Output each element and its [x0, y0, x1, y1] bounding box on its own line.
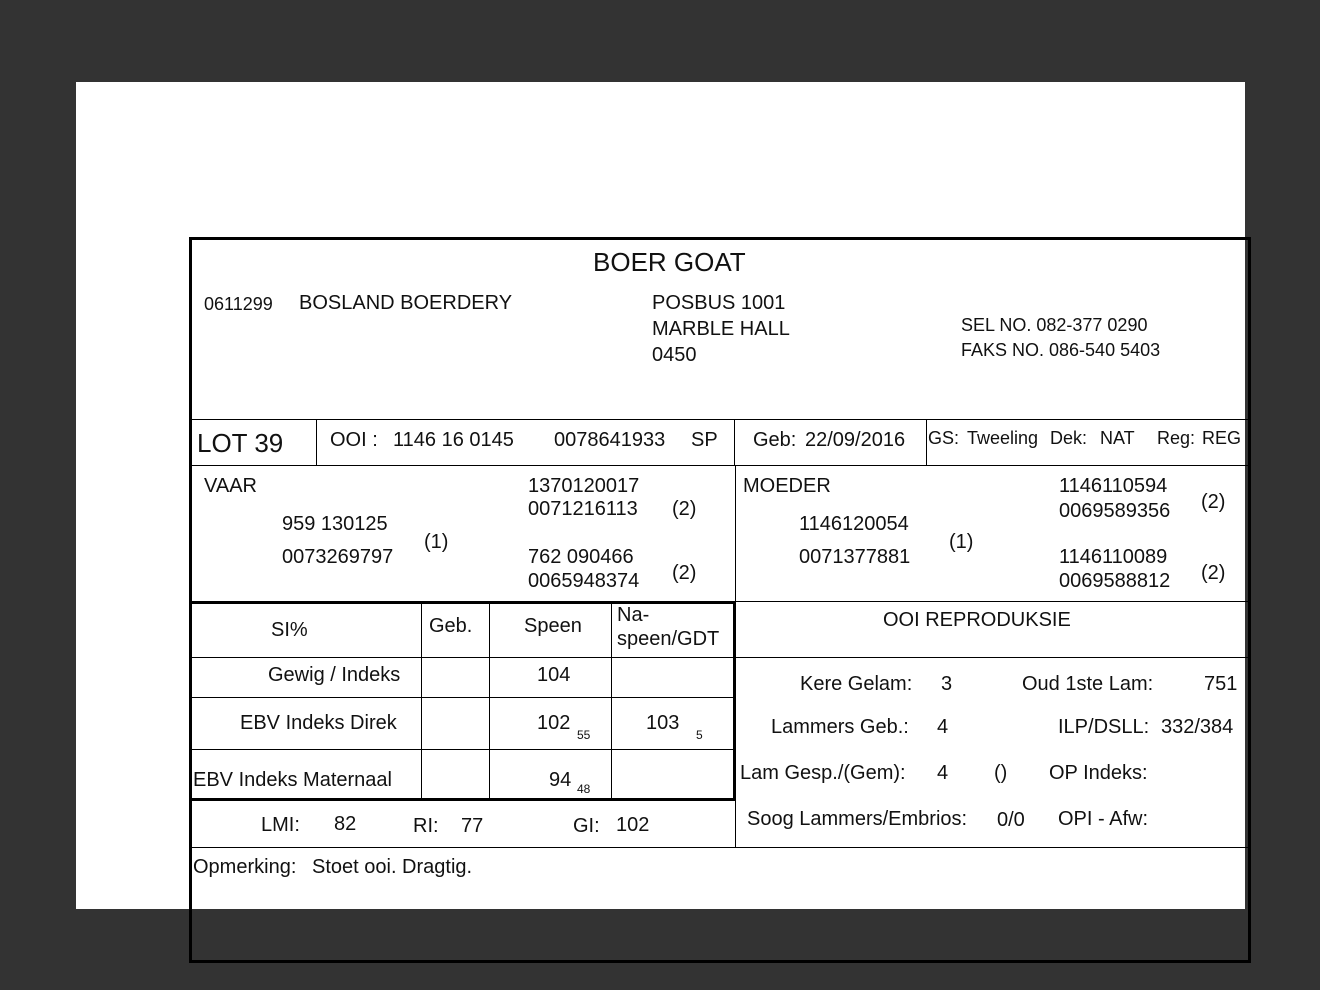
ooi-number: 1146 16 0145: [393, 429, 514, 451]
frame-top: [189, 237, 1251, 240]
sire-id2: 0073269797: [282, 546, 394, 568]
dek-value: NAT: [1100, 428, 1135, 448]
gi-label: GI:: [573, 815, 600, 837]
breed-code: SP: [691, 429, 718, 451]
reg-value: REG: [1202, 428, 1242, 448]
owner-address-3: 0450: [652, 344, 697, 366]
header-speen: Speen: [524, 615, 582, 637]
owner-code: 0611299: [204, 294, 273, 314]
divider: [611, 604, 612, 800]
remarks-text: Stoet ooi. Dragtig.: [312, 856, 473, 878]
sire-granddam-id1: 762 090466: [528, 546, 634, 568]
lot-number: LOT 39: [197, 428, 284, 458]
divider: [189, 465, 1251, 466]
owner-address-2: MARBLE HALL: [652, 318, 790, 340]
row-speen-sub: 55: [577, 728, 591, 742]
divider: [189, 847, 1251, 848]
dek-label: Dek:: [1050, 428, 1088, 448]
row-label: EBV Indeks Maternaal: [193, 769, 392, 791]
row-label: EBV Indeks Direk: [240, 712, 397, 734]
kere-gelam-label: Kere Gelam:: [800, 673, 913, 695]
sire-grandsire-gen: (2): [672, 498, 697, 520]
animal-id: 0078641933: [554, 429, 666, 451]
lam-gesp-value: 4: [937, 762, 949, 784]
dam-id1: 1146120054: [799, 513, 909, 535]
birth-label: Geb:: [753, 429, 797, 451]
lammers-geb-label: Lammers Geb.:: [771, 716, 909, 738]
divider: [189, 697, 735, 698]
lmi-value: 82: [334, 813, 357, 835]
kere-gelam-value: 3: [941, 673, 953, 695]
sire-grandsire-id1: 1370120017: [528, 475, 640, 497]
reproduction-title: OOI REPRODUKSIE: [883, 609, 1071, 631]
sire-label: VAAR: [204, 475, 257, 497]
row-naspeen-sub: 5: [696, 728, 703, 742]
row-speen-sub: 48: [577, 782, 591, 796]
ilp-label: ILP/DSLL:: [1058, 716, 1150, 738]
header-naspeen: Na- speen/GDT: [617, 604, 720, 650]
owner-address-1: POSBUS 1001: [652, 292, 786, 314]
header-geb: Geb.: [429, 615, 473, 637]
gs-value: Tweeling: [967, 428, 1039, 448]
ri-value: 77: [461, 815, 484, 837]
dam-grandsire-gen: (2): [1201, 491, 1226, 513]
sire-gen: (1): [424, 531, 449, 553]
lmi-label: LMI:: [261, 814, 300, 836]
dam-label: MOEDER: [743, 475, 831, 497]
oud-1ste-lam-value: 751: [1204, 673, 1238, 695]
dam-granddam-id1: 1146110089: [1059, 546, 1168, 568]
animal-card: [189, 237, 1251, 963]
soog-label: Soog Lammers/Embrios:: [747, 808, 968, 830]
divider: [926, 420, 927, 465]
sire-id1: 959 130125: [282, 513, 388, 535]
lammers-geb-value: 4: [937, 716, 949, 738]
divider: [189, 749, 735, 750]
divider: [733, 601, 736, 801]
divider: [316, 420, 317, 465]
doc-title: BOER GOAT: [593, 247, 746, 277]
dam-grandsire-id1: 1146110594: [1059, 475, 1168, 497]
ilp-value: 332/384: [1161, 716, 1234, 738]
divider: [735, 601, 1251, 602]
lam-gesp-label: Lam Gesp./(Gem):: [740, 762, 906, 784]
dam-gen: (1): [949, 531, 974, 553]
row-speen: 102: [537, 712, 571, 734]
frame-left: [189, 237, 192, 963]
row-label: Gewig / Indeks: [268, 664, 401, 686]
dam-granddam-id2: 0069588812: [1059, 570, 1171, 592]
sire-granddam-gen: (2): [672, 562, 697, 584]
header-si: SI%: [271, 619, 308, 641]
lam-gesp-gem: (): [994, 762, 1008, 784]
divider: [421, 604, 422, 800]
reg-label: Reg:: [1157, 428, 1196, 448]
row-speen: 94: [549, 769, 572, 791]
divider: [189, 419, 1251, 420]
dam-granddam-gen: (2): [1201, 562, 1226, 584]
owner-phone: SEL NO. 082-377 0290: [961, 315, 1148, 335]
document-page: [76, 82, 1245, 909]
frame-right: [1248, 237, 1251, 963]
divider: [189, 657, 1251, 658]
frame-bottom: [189, 960, 1251, 963]
sire-granddam-id2: 0065948374: [528, 570, 640, 592]
opi-label: OPI - Afw:: [1058, 808, 1149, 830]
owner-fax: FAKS NO. 086-540 5403: [961, 340, 1161, 360]
op-indeks-label: OP Indeks:: [1049, 762, 1148, 784]
soog-value: 0/0: [997, 809, 1025, 831]
dam-id2: 0071377881: [799, 546, 911, 568]
remarks-label: Opmerking:: [193, 856, 297, 878]
oud-1ste-lam-label: Oud 1ste Lam:: [1022, 673, 1154, 695]
divider: [734, 420, 735, 465]
gs-label: GS:: [928, 428, 960, 448]
divider: [189, 798, 735, 801]
dam-grandsire-id2: 0069589356: [1059, 500, 1171, 522]
owner-name: BOSLAND BOERDERY: [299, 292, 513, 314]
gi-value: 102: [616, 814, 650, 836]
ooi-label: OOI :: [330, 429, 378, 451]
birth-date: 22/09/2016: [805, 429, 906, 451]
row-naspeen: 103: [646, 712, 680, 734]
row-speen: 104: [537, 664, 571, 686]
ri-label: RI:: [413, 815, 439, 837]
sire-grandsire-id2: 0071216113: [528, 498, 638, 520]
divider: [489, 604, 490, 800]
